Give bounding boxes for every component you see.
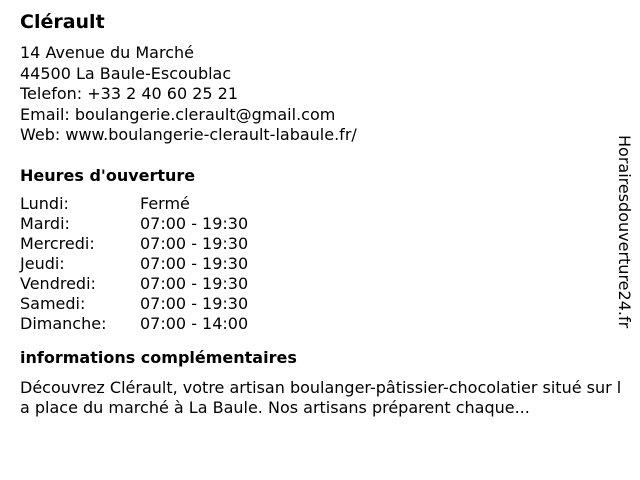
hours-table	[20, 194, 620, 334]
time-value: 07:00 - 19:30	[140, 253, 249, 273]
hours-row-mercredi	[20, 234, 620, 254]
hours-row-jeudi	[20, 254, 620, 274]
hours-row-vendredi	[20, 274, 620, 294]
phone-line: Telefon: +33 2 40 60 25 21	[20, 84, 239, 103]
hours-row-mardi	[20, 214, 620, 234]
time-value: 07:00 - 19:30	[140, 293, 249, 313]
time-value: 07:00 - 14:00	[140, 313, 249, 333]
email-line: Email: boulangerie.clerault@gmail.com	[20, 104, 336, 124]
city-address: 44500 La Baule-Escoublac	[20, 63, 232, 83]
site-watermark: Horairesdouverture24.fr	[615, 135, 634, 329]
hours-row-samedi	[20, 294, 620, 314]
day-label: Dimanche:	[20, 313, 107, 333]
time-value: 07:00 - 19:30	[140, 213, 249, 233]
day-label: Mardi:	[20, 213, 70, 233]
contact-block	[20, 43, 620, 146]
day-label: Vendredi:	[20, 273, 96, 293]
day-label: Lundi:	[20, 193, 69, 213]
web-line: Web: www.boulangerie-clerault-labaule.fr/	[20, 125, 357, 144]
hours-heading: Heures d'ouverture	[20, 165, 196, 185]
day-label: Samedi:	[20, 293, 86, 313]
hours-row-dimanche	[20, 314, 620, 334]
time-value: Fermé	[140, 193, 190, 213]
time-value: 07:00 - 19:30	[140, 233, 249, 253]
business-description: Découvrez Clérault, votre artisan boulanger-pâtissier-chocolatier situé sur la place du marché à La Baule. Nos artisans préparent chaque...	[20, 377, 622, 417]
day-label: Mercredi:	[20, 233, 95, 253]
extra-info-heading: informations complémentaires	[20, 347, 297, 367]
day-label: Jeudi:	[20, 253, 65, 273]
street-address: 14 Avenue du Marché	[20, 43, 194, 62]
time-value: 07:00 - 19:30	[140, 273, 249, 293]
hours-row-lundi	[20, 194, 620, 214]
business-card	[20, 9, 620, 418]
business-name: Clérault	[20, 11, 105, 33]
